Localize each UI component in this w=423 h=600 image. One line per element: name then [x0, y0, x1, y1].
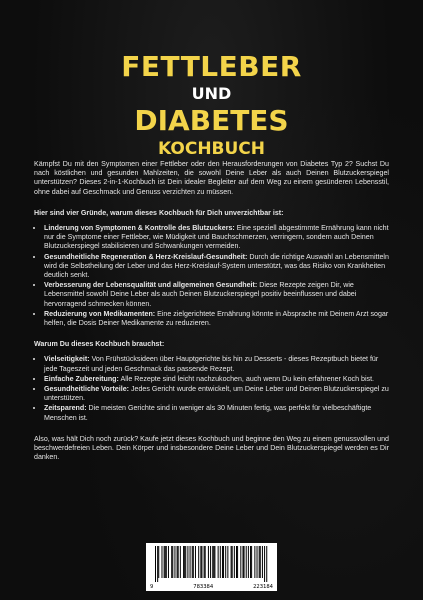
list-item-label: Verbesserung der Lebensqualität und allgemeinen Gesundheit: [44, 281, 258, 290]
barcode-digit-first: 9 [150, 584, 154, 590]
back-cover-text [34, 160, 389, 470]
why-list [34, 355, 389, 422]
list-item [44, 224, 389, 252]
list-item-text: Jedes Gericht wurde entwickelt, um Deine Leber und Deinen Blutzuckerspiegel zu unterstützen. [44, 385, 389, 403]
list-item-label: Zeitsparend: [44, 404, 87, 413]
list-item-text: Alle Rezepte sind leicht nachzukochen, auch wenn Du kein erfahrener Koch bist. [118, 374, 375, 383]
closing-paragraph: Also, was hält Dich noch zurück? Kaufe jetzt dieses Kochbuch und beginne den Weg zu einem genussvollen und beschwerdefreien Leben. Dein Körper und insbesondere Deine Leber und Dein Blutzuckerspiegel werden es Dir danken. [34, 434, 389, 462]
list-item [44, 355, 389, 373]
title-line-1: FETTLEBER [121, 50, 302, 83]
book-title [0, 52, 423, 160]
isbn-barcode [146, 543, 277, 591]
reasons-heading: Hier sind vier Gründe, warum dieses Kochbuch für Dich unverzichtbar ist: [34, 208, 284, 217]
list-item-label: Einfache Zubereitung: [44, 374, 119, 383]
intro-paragraph: Kämpfst Du mit den Symptomen einer Fettleber oder den Herausforderungen von Diabetes Typ 2? Suchst Du nach köstlichen und gesunden Mahlzeiten, die sowohl Deine Leber als auch Deinen Blutzuckerspiegel unterstützen? Dieses 2-in-1-Kochbuch ist Dein idealer Begleiter auf dem Weg zu einem gesünderen Lebensstil, ohne dabei auf Geschmack und Genuss verzichten zu müssen. [34, 160, 389, 196]
list-item [44, 281, 389, 309]
list-item [44, 310, 389, 328]
list-item-text: Von Frühstücksideen über Hauptgerichte bis hin zu Desserts - dieses Rezeptbuch bietet für jede Tageszeit und jeden Geschmack das passende Rezept. [44, 355, 379, 373]
reasons-list [34, 224, 389, 328]
list-item-label: Gesundheitliche Vorteile: [44, 385, 130, 394]
barcode-number [146, 584, 277, 590]
list-item-text: Eine speziell abgestimmte Ernährung kann nicht nur die Symptome einer Fettleber, wie Müdigkeit und Bauchschmerzen, verringern, sondern auch Deinen Blutzuckerspiegel stabilisieren und Schwankungen vermeiden. [44, 224, 389, 251]
list-item-text: Durch die richtige Auswahl an Lebensmitteln wird die Selbstheilung der Leber und das Herz-Kreislauf-System unterstützt, was das Risiko von Krankheiten deutlich senkt. [44, 252, 389, 280]
list-item [44, 404, 389, 422]
title-line-2: UND [191, 84, 232, 103]
list-item-label: Linderung von Symptomen & Kontrolle des Blutzuckers: [44, 224, 235, 233]
title-line-4: KOCHBUCH [157, 139, 266, 159]
list-item-label: Gesundheitliche Regeneration & Herz-Kreislauf-Gesundheit: [44, 252, 248, 261]
why-heading: Warum Du dieses Kochbuch brauchst: [34, 340, 165, 349]
barcode-bars [151, 546, 272, 582]
list-item-text: Die meisten Gerichte sind in weniger als 30 Minuten fertig, was perfekt für vielbeschäftigte Menschen ist. [44, 404, 372, 422]
list-item [44, 253, 389, 281]
barcode-group-1: 783384 [193, 584, 214, 590]
list-item-text: Eine zielgerichtete Ernährung könnte in Absprache mit Deinem Arzt sogar helfen, die Dosis Deiner Medikamente zu reduzieren. [44, 309, 389, 328]
list-item-label: Reduzierung von Medikamenten: [44, 309, 156, 318]
list-item-label: Vielseitigkeit: [44, 355, 90, 364]
list-item [44, 375, 389, 384]
barcode-group-2: 223184 [253, 584, 273, 590]
list-item-text: Diese Rezepte zeigen Dir, wie Lebensmittel sowohl Deine Leber als auch Deinen Blutzuckerspiegel positiv beeinflussen und dabei hervorragend schmecken können. [44, 281, 357, 308]
list-item [44, 385, 389, 403]
title-line-3: DIABETES [134, 104, 289, 137]
